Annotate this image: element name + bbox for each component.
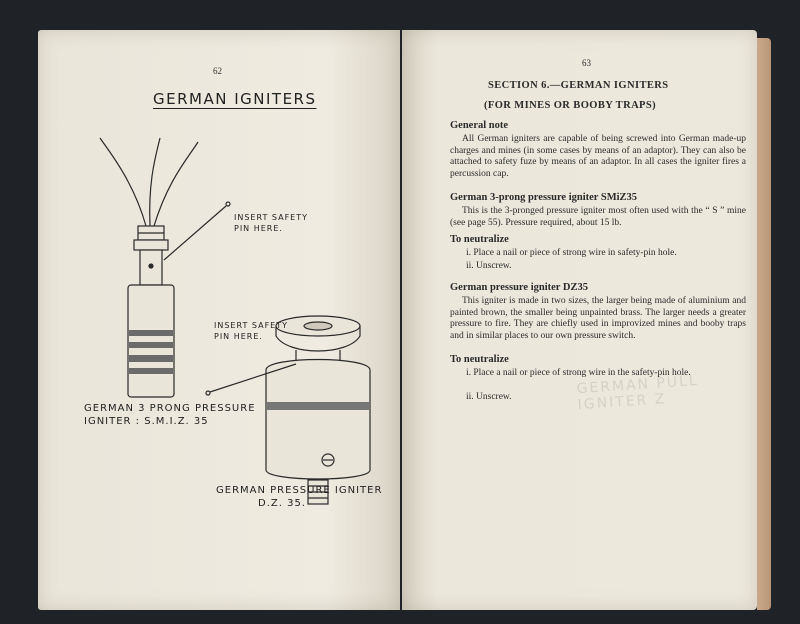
label-insert-pin-dz35: INSERT SAFETY PIN HERE. bbox=[214, 321, 289, 341]
page-stack-edge bbox=[757, 38, 771, 610]
caption-dz35: GERMAN PRESSURE IGNITER D.Z. 35. bbox=[216, 485, 383, 509]
heading-neutralize-1: To neutralize bbox=[450, 234, 509, 245]
text-general-note: All German igniters are capable of being screwed into German made-up charges and mines (in some cases by means of an adaptor). They can also be attached to safety fuze by means of an adaptor. In all cases the igniter fires a percussion cap. bbox=[450, 134, 746, 179]
caption-smiz35: GERMAN 3 PRONG PRESSURE IGNITER : S.M.I.Z. 35 bbox=[84, 403, 256, 427]
heading-smiz35: German 3-prong pressure igniter SMiZ35 bbox=[450, 192, 638, 203]
left-page bbox=[38, 30, 400, 610]
page-number-right: 63 bbox=[582, 58, 591, 68]
heading-general-note: General note bbox=[450, 120, 509, 131]
show-through-text: GERMAN PULL IGNITER Z bbox=[576, 372, 700, 414]
section-subtitle: (FOR MINES OR BOOBY TRAPS) bbox=[484, 100, 656, 111]
neutralize-2-item-1: i. Place a nail or piece of strong wire in the safety-pin hole. bbox=[466, 368, 691, 378]
section-title: SECTION 6.—GERMAN IGNITERS bbox=[488, 80, 669, 91]
text-dz35: This igniter is made in two sizes, the larger being made of aluminium and painted brown, the smaller being unpainted brass. The larger needs a greater pressure to fire. They are chiefly used in improvized mines and booby traps and in similar places to our own pressure switch. bbox=[450, 296, 746, 341]
label-insert-pin-smiz35: INSERT SAFETY PIN HERE. bbox=[234, 213, 309, 233]
open-book bbox=[38, 30, 773, 615]
text-smiz35: This is the 3-pronged pressure igniter most often used with the “ S ” mine (see page 55). Pressure required, about 15 lb. bbox=[450, 206, 746, 228]
smiz35-drawing bbox=[100, 138, 230, 397]
right-page bbox=[402, 30, 757, 610]
neutralize-1-item-2: ii. Unscrew. bbox=[466, 261, 512, 271]
heading-neutralize-2: To neutralize bbox=[450, 354, 509, 365]
page-title-left: GERMAN IGNITERS bbox=[153, 90, 317, 108]
heading-dz35: German pressure igniter DZ35 bbox=[450, 282, 588, 293]
page-number-left: 62 bbox=[213, 66, 222, 76]
neutralize-1-item-1: i. Place a nail or piece of strong wire in safety-pin hole. bbox=[466, 248, 677, 258]
neutralize-2-item-2: ii. Unscrew. bbox=[466, 392, 512, 402]
